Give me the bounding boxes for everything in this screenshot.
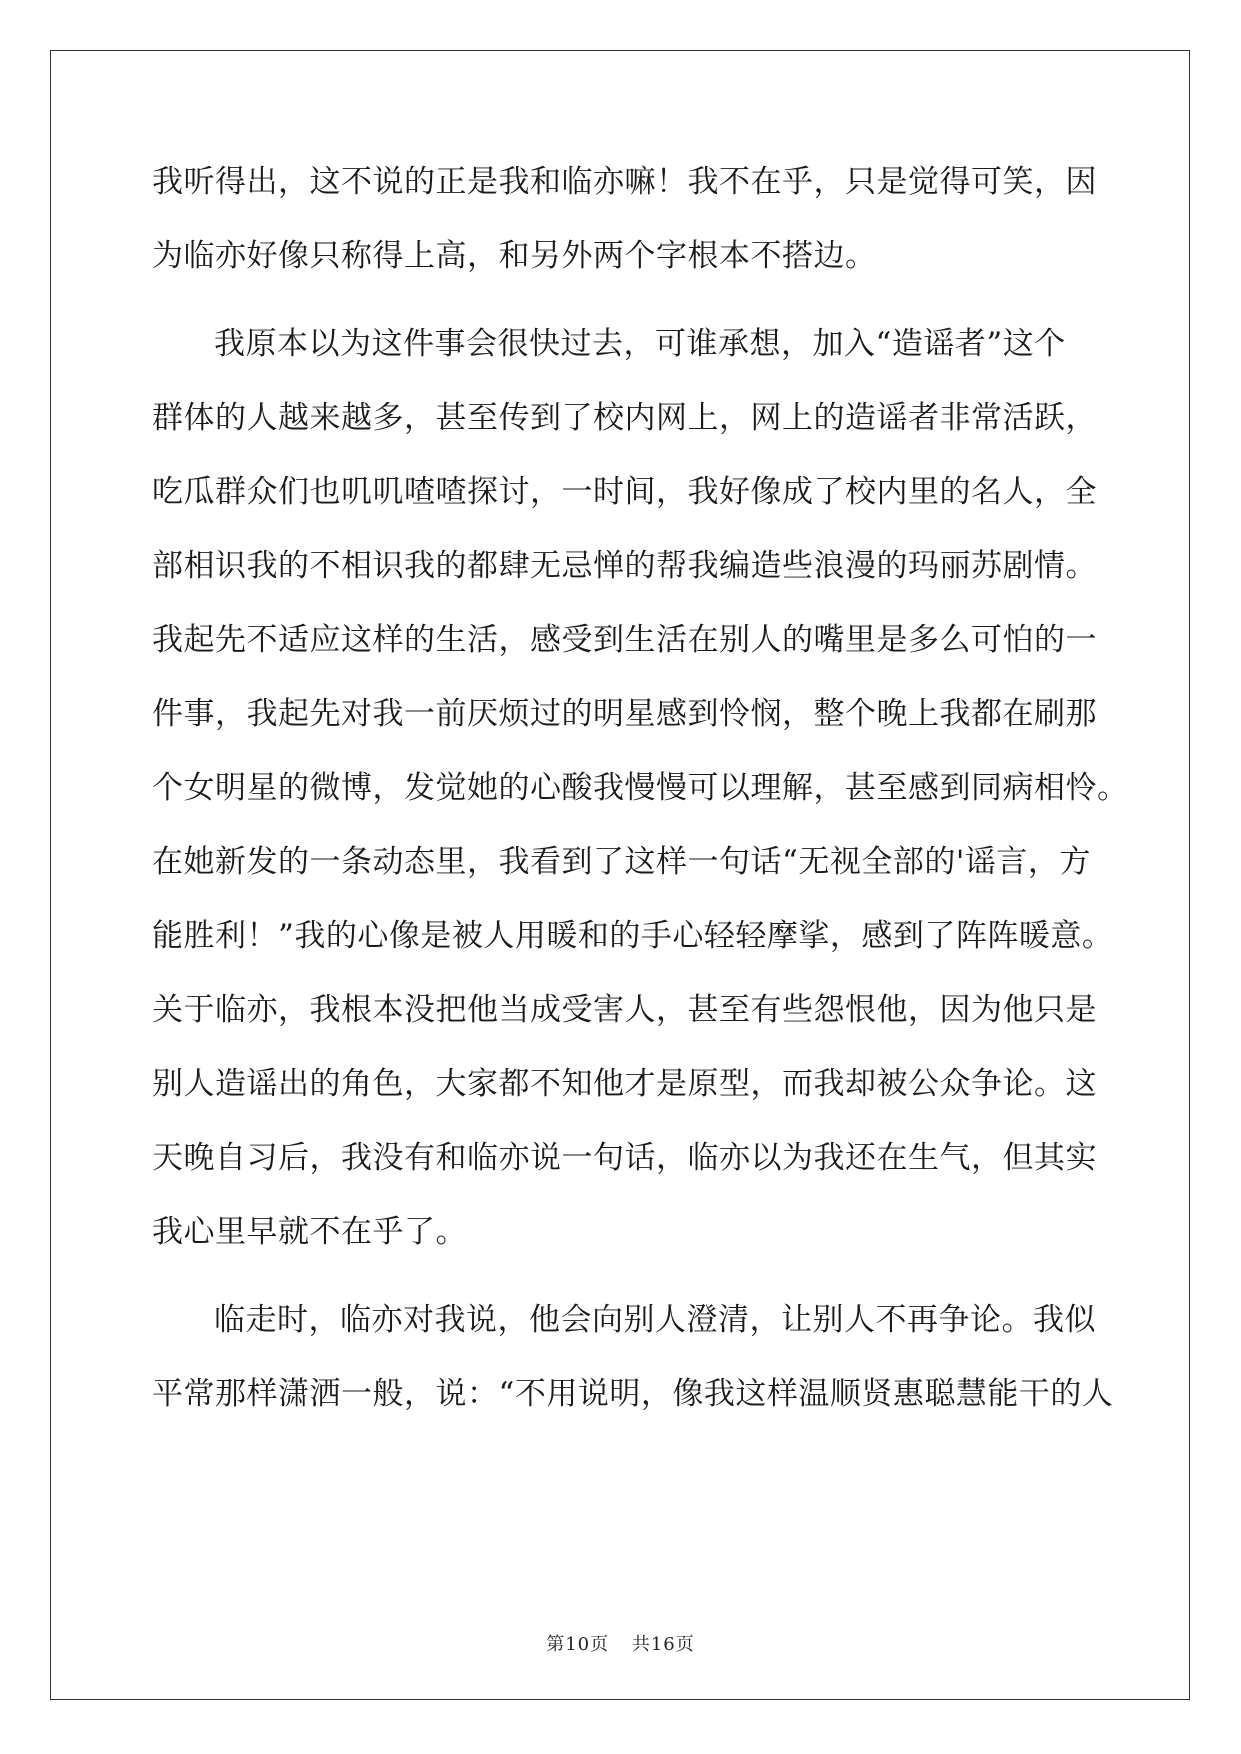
text-line: 为临亦好像只称得上高，和另外两个字根本不搭边。: [152, 238, 877, 274]
text-line: 我原本以为这件事会很快过去，可谁承想，加入“造谣者”这个: [214, 326, 1066, 362]
page-footer: [0, 1630, 1241, 1656]
document-body: [152, 162, 1129, 1448]
text-line: 我听得出，这不说的正是我和临亦嘛！我不在乎，只是觉得可笑，因: [152, 164, 1097, 200]
text-line: 群体的人越来越多，甚至传到了校内网上，网上的造谣者非常活跃，: [152, 400, 1097, 436]
text-line: 我心里早就不在乎了。: [152, 1214, 467, 1250]
page-total: 共16页: [631, 1634, 695, 1655]
text-line: 我起先不适应这样的生活，感受到生活在别人的嘴里是多么可怕的一: [152, 622, 1097, 658]
text-line: 天晚自习后，我没有和临亦说一句话，临亦以为我还在生气，但其实: [152, 1140, 1097, 1176]
text-line: 部相识我的不相识我的都肆无忌惮的帮我编造些浪漫的玛丽苏剧情。: [152, 548, 1097, 584]
paragraph-2: [152, 324, 1129, 1286]
text-line: 能胜利！”我的心像是被人用暖和的手心轻轻摩挲，感到了阵阵暖意。: [152, 918, 1114, 954]
text-line: 吃瓜群众们也叽叽喳喳探讨，一时间，我好像成了校内里的名人，全: [152, 474, 1097, 510]
text-line: 个女明星的微博，发觉她的心酸我慢慢可以理解，甚至感到同病相怜。: [152, 770, 1129, 806]
text-line: 在她新发的一条动态里，我看到了这样一句话“无视全部的'谣言，方: [152, 844, 1091, 880]
text-line: 临走时，临亦对我说，他会向别人澄清，让别人不再争论。我似: [214, 1302, 1096, 1338]
text-line: 别人造谣出的角色，大家都不知他才是原型，而我却被公众争论。这: [152, 1066, 1097, 1102]
paragraph-1: [152, 162, 1097, 310]
text-line: 关于临亦，我根本没把他当成受害人，甚至有些怨恨他，因为他只是: [152, 992, 1097, 1028]
text-line: 件事，我起先对我一前厌烦过的明星感到怜悯，整个晚上我都在刷那: [152, 696, 1097, 732]
page-number: 第10页: [546, 1634, 610, 1655]
text-line: 平常那样潇洒一般，说：“不用说明，像我这样温顺贤惠聪慧能干的人: [152, 1376, 1114, 1412]
paragraph-3: [152, 1300, 1114, 1448]
